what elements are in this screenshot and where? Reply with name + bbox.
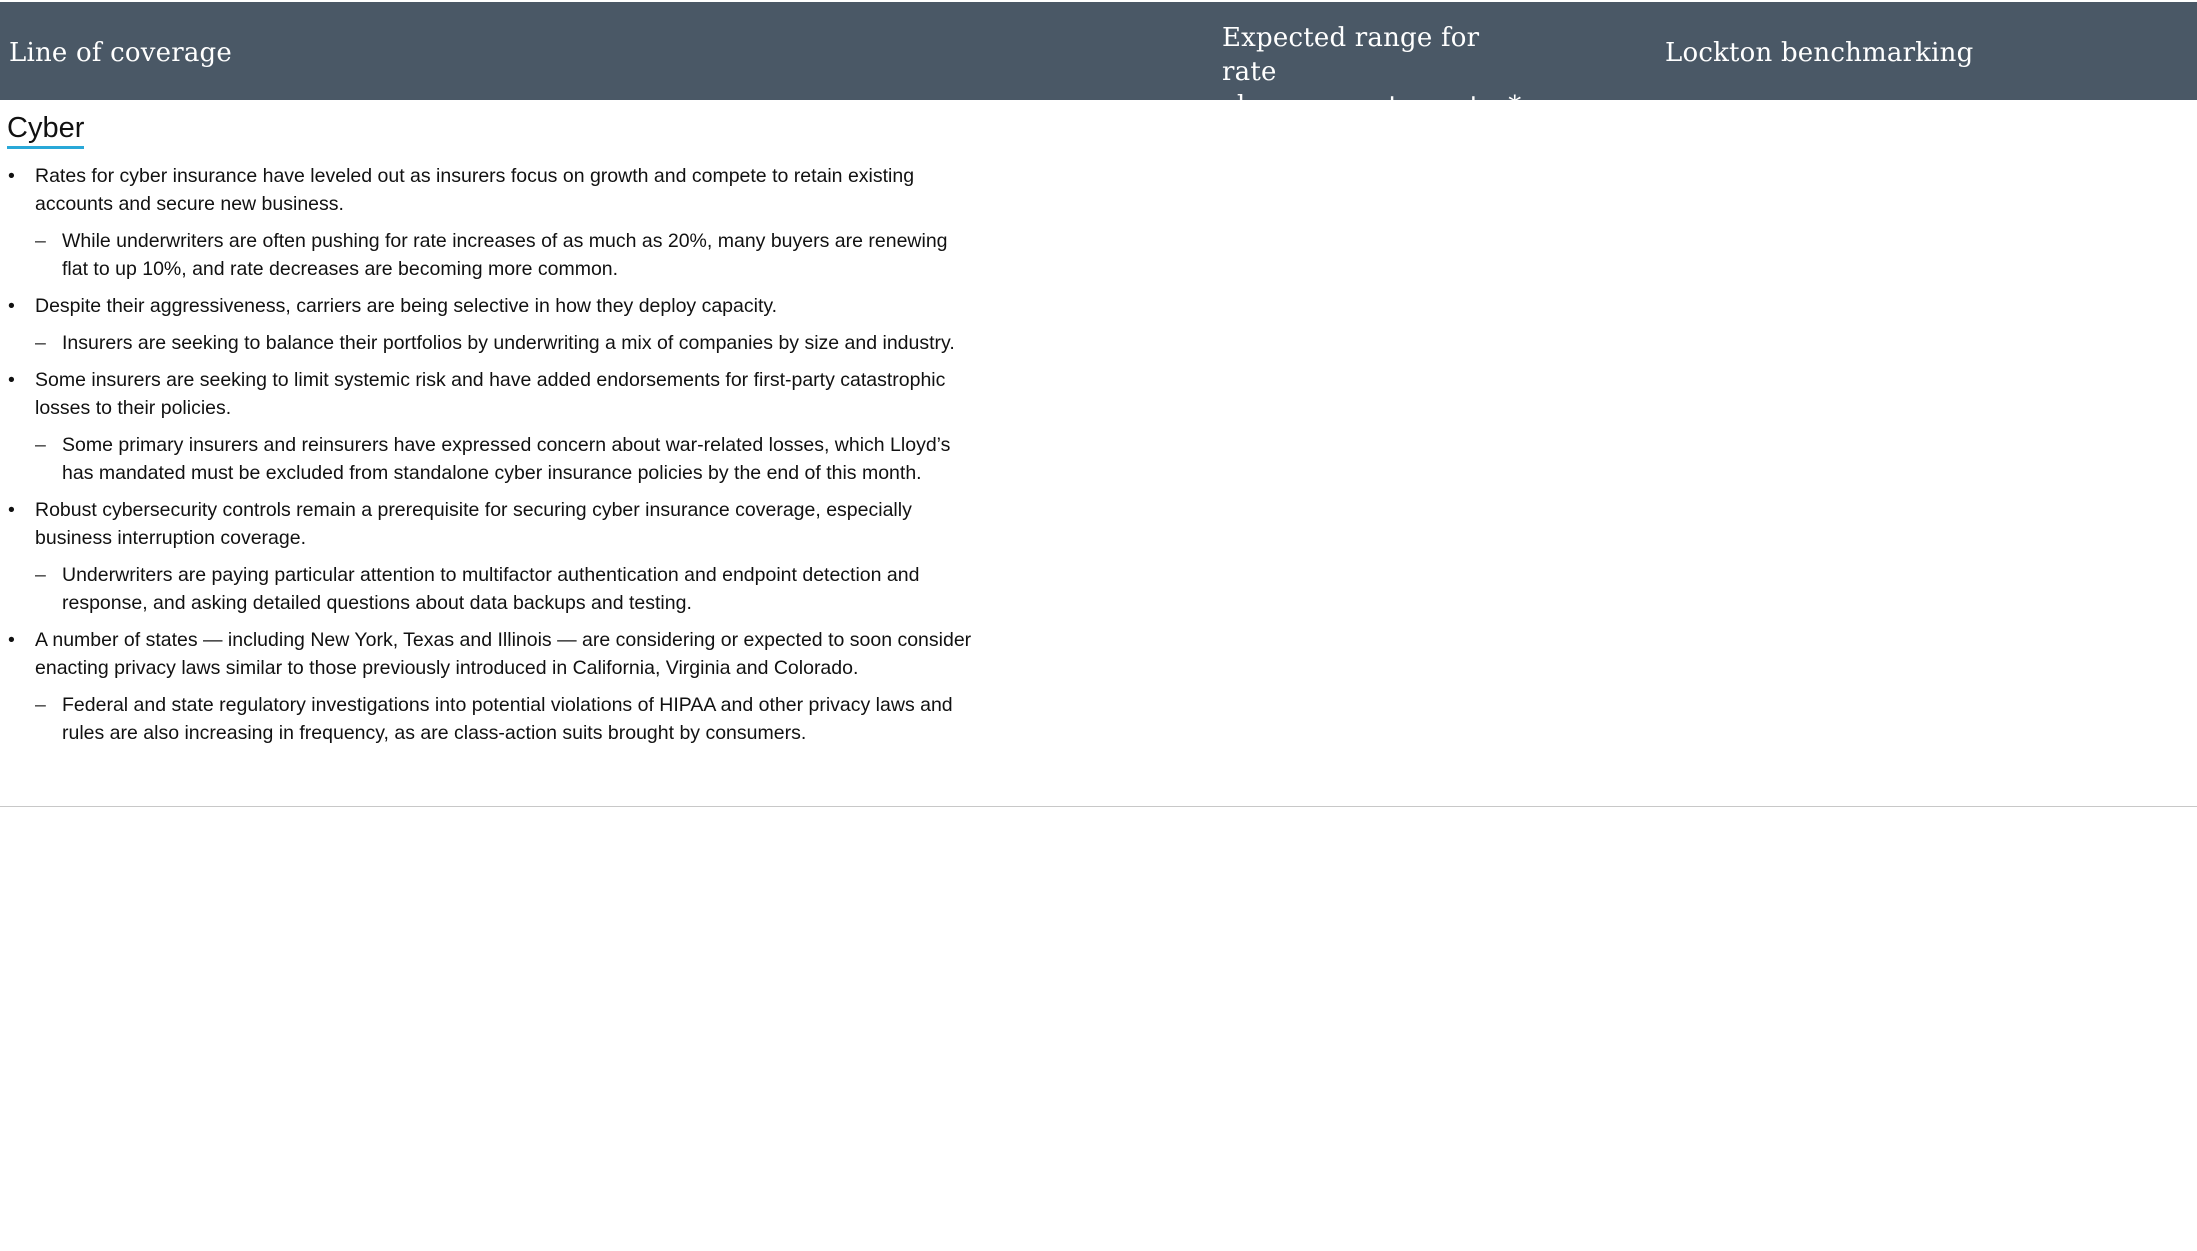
- list-item-text: A number of states — including New York, Texas and Illinois — are considering or expected to soon consider enacting privacy laws similar to those previously introduced in California, Virginia and Colorado.: [35, 629, 972, 679]
- list-item: [0, 626, 975, 682]
- list-item-text: While underwriters are often pushing for rate increases of as much as 20%, many buyers are renewing flat to up 10%, and rate decreases are becoming more common.: [62, 230, 948, 280]
- sub-list-item: [0, 561, 975, 617]
- column-header-lockton-benchmarking: Lockton benchmarking: [1665, 38, 1974, 68]
- list-item: [0, 496, 975, 552]
- bullet-marker: •: [8, 499, 15, 521]
- coverage-notes: [0, 162, 975, 756]
- list-item: [0, 162, 975, 218]
- list-item-text: Some insurers are seeking to limit systemic risk and have added endorsements for first-party catastrophic losses to their policies.: [35, 369, 946, 419]
- list-item-text: Rates for cyber insurance have leveled out as insurers focus on growth and compete to retain existing accounts and secure new business.: [35, 165, 915, 215]
- sub-list-item: [0, 691, 975, 747]
- list-item-text: Robust cybersecurity controls remain a prerequisite for securing cyber insurance coverage, especially business interruption coverage.: [35, 499, 912, 549]
- dash-marker: –: [35, 694, 46, 716]
- list-item: [0, 292, 975, 320]
- list-item-text: Despite their aggressiveness, carriers are being selective in how they deploy capacity.: [35, 295, 778, 317]
- column-header-expected-range-line1: Expected range for rate: [1222, 23, 1480, 87]
- dash-marker: –: [35, 230, 46, 252]
- list-item-text: Some primary insurers and reinsurers have expressed concern about war-related losses, which Lloyd’s has mandated must be excluded from standalone cyber insurance policies by the end of this month.: [62, 434, 951, 484]
- dash-marker: –: [35, 564, 46, 586]
- column-header-expected-range: [1222, 21, 1542, 123]
- bullet-marker: •: [8, 165, 15, 187]
- list-item-text: Federal and state regulatory investigations into potential violations of HIPAA and other privacy laws and rules are also increasing in frequency, as are class-action suits brought by consumers.: [62, 694, 953, 744]
- dash-marker: –: [35, 332, 46, 354]
- list-item-text: Underwriters are paying particular attention to multifactor authentication and endpoint detection and response, and asking detailed questions about data backups and testing.: [62, 564, 920, 614]
- bullet-marker: •: [8, 629, 15, 651]
- list-item: [0, 366, 975, 422]
- column-header-expected-range-line2: changes next quarter*: [1222, 91, 1522, 121]
- column-header-line-of-coverage: Line of coverage: [9, 38, 232, 68]
- bullet-marker: •: [8, 295, 15, 317]
- row-divider: [0, 806, 2197, 807]
- sub-list-item: [0, 329, 975, 357]
- bullet-marker: •: [8, 369, 15, 391]
- table-header: [0, 2, 2197, 121]
- sub-list-item: [0, 431, 975, 487]
- sub-list-item: [0, 227, 975, 283]
- list-item-text: Insurers are seeking to balance their portfolios by underwriting a mix of companies by size and industry.: [62, 332, 955, 354]
- section-title: Cyber: [7, 111, 84, 149]
- dash-marker: –: [35, 434, 46, 456]
